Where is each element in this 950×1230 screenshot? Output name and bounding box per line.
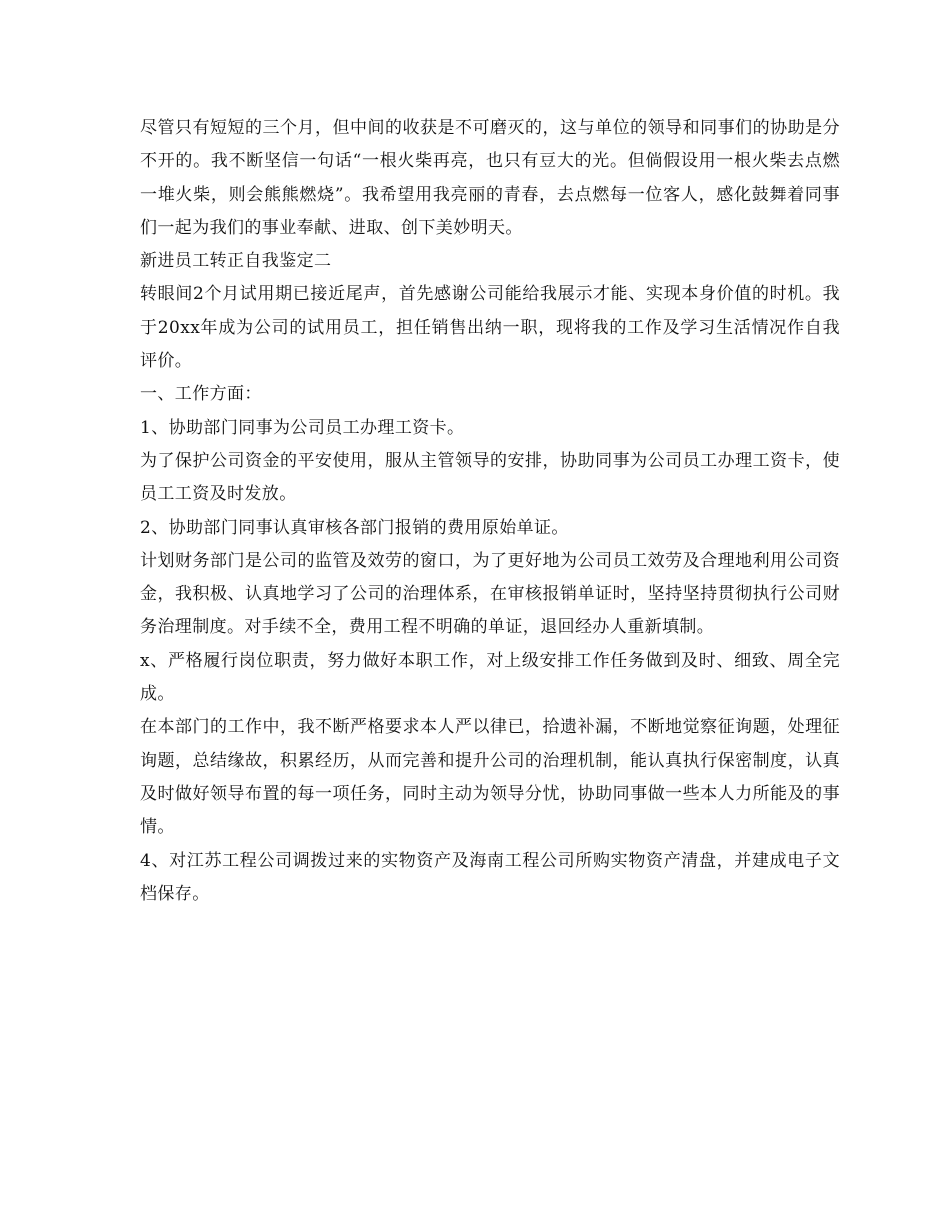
paragraph-item-x: 在本部门的工作中，我不断严格要求本人严以律已，拾遗补漏，不断地觉察征询题，处理征询题，总结缘故，积累经历，从而完善和提升公司的治理机制，能认真执行保密制度，认真及时做好领导布置的每一项任务，同时主动为领导分忧，协助同事做一些本人力所能及的事情。 [140, 717, 840, 838]
document-body [140, 112, 840, 911]
item-heading-4: 4、对江苏工程公司调拨过来的实物资产及海南工程公司所购实物资产清盘，并建成电子文档保存。 [140, 850, 840, 904]
item-heading-2: 2、协助部门同事认真审核各部门报销的费用原始单证。 [140, 517, 569, 538]
section-heading-two: 新进员工转正自我鉴定二 [140, 251, 332, 272]
paragraph-item-2: 计划财务部门是公司的监管及效劳的窗口，为了更好地为公司员工效劳及合理地利用公司资金，我积极、认真地学习了公司的治理体系，在审核报销单证时，坚持坚持贯彻执行公司财务治理制度。对手续不全，费用工程不明确的单证，退回经办人重新填制。 [140, 550, 840, 638]
section-heading-work: 一、工作方面： [140, 384, 262, 405]
paragraph-opening: 转眼间2个月试用期已接近尾声，首先感谢公司能给我展示才能、实现本身价值的时机。我于20xx年成为公司的试用员工，担任销售出纳一职，现将我的工作及学习生活情况作自我评价。 [140, 284, 840, 372]
item-heading-x: x、严格履行岗位职责，努力做好本职工作，对上级安排工作任务做到及时、细致、周全完成。 [140, 650, 840, 705]
paragraph-intro-summary: 尽管只有短短的三个月，但中间的收获是不可磨灭的，这与单位的领导和同事们的协助是分不开的。我不断坚信一句话“一根火柴再亮，也只有豆大的光。但倘假设用一根火柴去点燃一堆火柴，则会熊熊燃烧”。我希望用我亮丽的青春，去点燃每一位客人，感化鼓舞着同事们一起为我们的事业奉献、进取、创下美妙明天。 [140, 118, 840, 238]
item-heading-1: 1、协助部门同事为公司员工办理工资卡。 [140, 417, 465, 438]
paragraph-item-1: 为了保护公司资金的平安使用，服从主管领导的安排，协助同事为公司员工办理工资卡，使员工工资及时发放。 [140, 450, 840, 505]
